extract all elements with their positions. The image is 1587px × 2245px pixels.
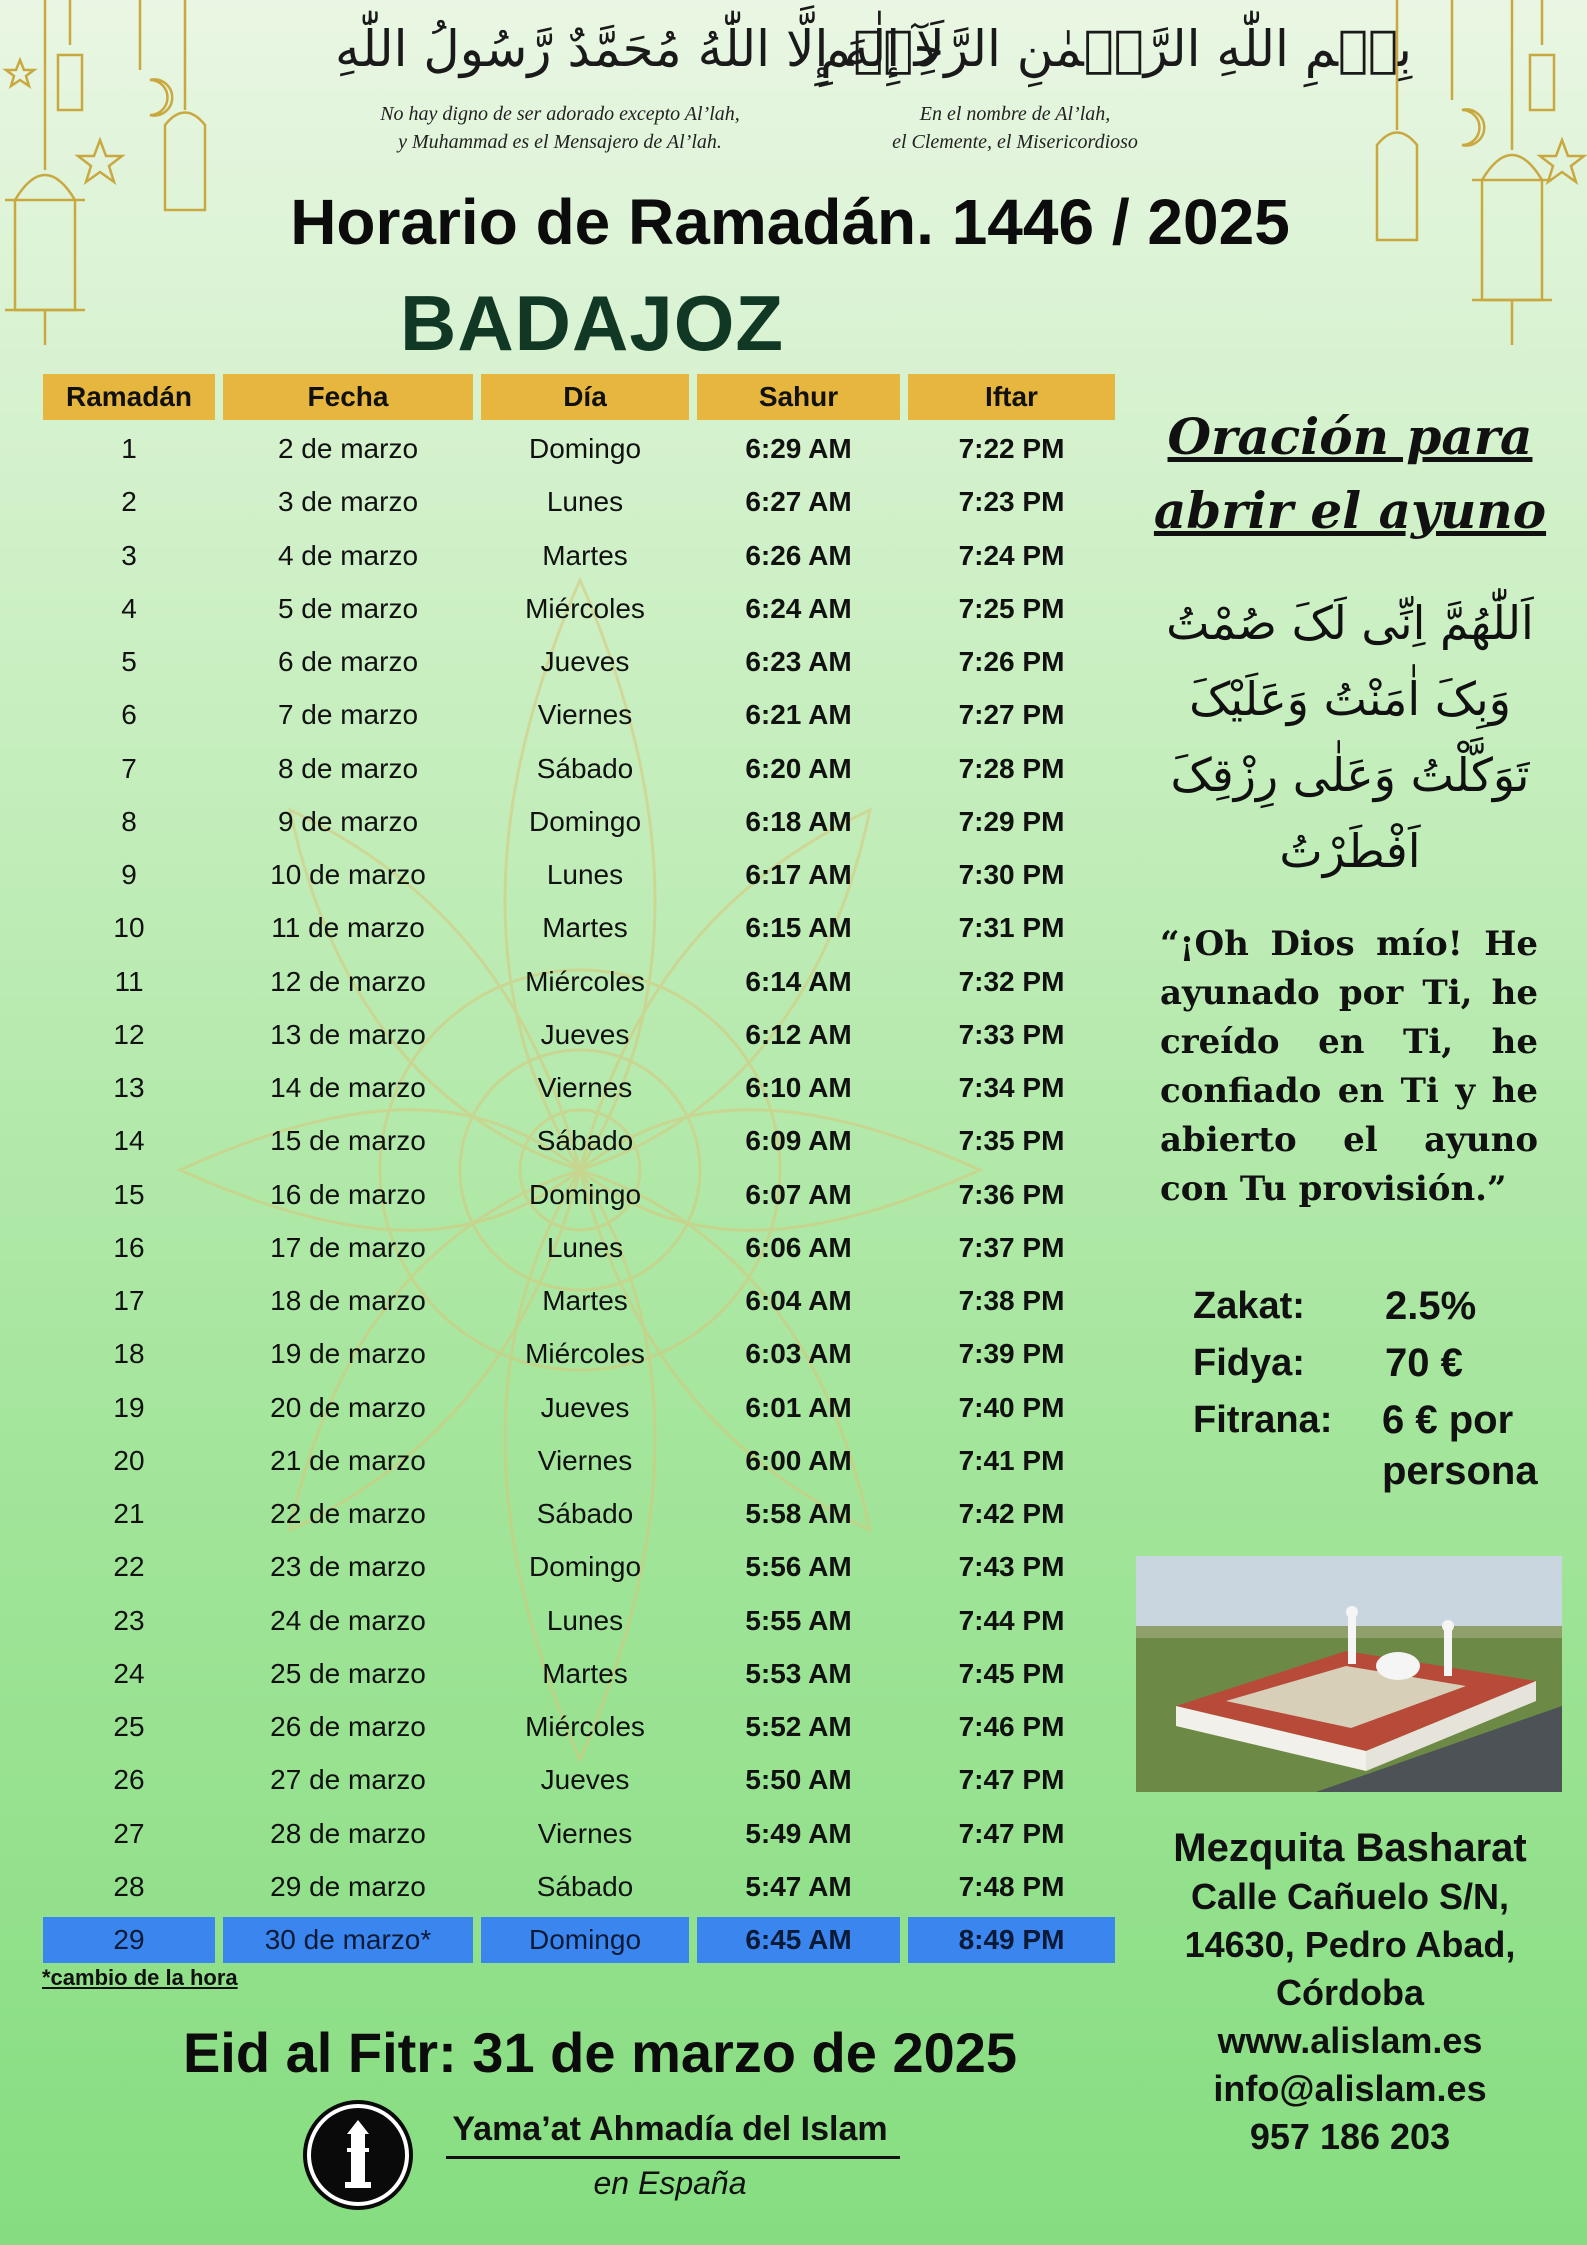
weekday-cell: Jueves	[540, 1018, 630, 1050]
address-line1: Calle Cañuelo S/N,	[1190, 1876, 1510, 1917]
organization-subtitle: en España	[593, 2165, 747, 2201]
zakat-label: Zakat:	[1193, 1285, 1305, 1327]
day-number-cell: 6	[121, 699, 137, 731]
date-cell: 23 de marzo	[270, 1551, 426, 1583]
sahur-time-cell: 6:06 AM	[745, 1231, 852, 1263]
weekday-cell: Miércoles	[525, 1338, 645, 1370]
weekday-cell: Viernes	[537, 1072, 633, 1103]
sahur-time-cell: 6:07 AM	[745, 1178, 852, 1210]
fidya-label: Fidya:	[1193, 1342, 1305, 1384]
ahmadiyya-logo	[303, 2100, 413, 2210]
date-cell: 17 de marzo	[270, 1231, 426, 1263]
bismillah-translation-line1: En el nombre de Al’lah,	[919, 103, 1111, 125]
phone-number: 957 186 203	[1249, 2116, 1451, 2157]
weekday-cell: Domingo	[528, 805, 642, 837]
day-number-cell: 22	[113, 1551, 145, 1583]
sahur-time-cell: 5:53 AM	[745, 1657, 852, 1689]
sahur-time-cell: 6:45 AM	[697, 1917, 900, 1963]
weekday-cell: Domingo	[528, 1178, 642, 1210]
weekday-cell: Sábado	[536, 1498, 634, 1529]
day-number-cell: 13	[113, 1072, 145, 1103]
day-number-cell: 2	[121, 486, 137, 518]
lantern-decoration-left	[0, 0, 240, 350]
day-number-cell: 15	[113, 1178, 145, 1210]
fitrana-value-line2: persona	[1382, 1449, 1538, 1493]
zakat-value: 2.5%	[1385, 1284, 1477, 1328]
date-cell: 24 de marzo	[270, 1604, 426, 1636]
day-number-cell: 25	[113, 1711, 145, 1742]
day-number-cell: 19	[113, 1391, 145, 1423]
weekday-cell: Martes	[542, 539, 628, 571]
weekday-cell: Lunes	[546, 859, 624, 890]
iftar-time-cell: 7:27 PM	[958, 699, 1065, 731]
mosque-name: Mezquita Basharat	[1173, 1826, 1527, 1870]
iftar-time-cell: 7:25 PM	[958, 592, 1065, 624]
iftar-time-cell: 7:44 PM	[958, 1604, 1065, 1636]
sahur-time-cell: 6:18 AM	[745, 805, 852, 837]
date-cell: 2 de marzo	[277, 433, 419, 464]
address-line2: 14630, Pedro Abad,	[1184, 1924, 1516, 1965]
shahada-translation-line1: No hay digno de ser adorado excepto Al’lah,	[380, 103, 740, 125]
iftar-dua-translation: “¡Oh Dios mío! He ayunado por Ti, he creído en Ti, he confiado en Ti y he abierto el ayuno con Tu provisión.”	[1160, 924, 1538, 1209]
iftar-time-cell: 7:37 PM	[958, 1231, 1065, 1263]
iftar-time-cell: 7:46 PM	[958, 1711, 1065, 1742]
date-cell: 5 de marzo	[277, 592, 419, 624]
sahur-time-cell: 6:14 AM	[745, 965, 852, 997]
iftar-time-cell: 7:29 PM	[958, 805, 1065, 837]
weekday-cell: Domingo	[481, 1917, 689, 1963]
weekday-cell: Martes	[542, 912, 628, 944]
prayer-title-line1: Oración para	[1167, 407, 1533, 466]
iftar-time-cell: 7:43 PM	[958, 1551, 1065, 1583]
date-cell: 30 de marzo*	[223, 1917, 473, 1963]
weekday-cell: Miércoles	[525, 965, 645, 997]
date-cell: 11 de marzo	[271, 912, 425, 944]
sahur-time-cell: 6:00 AM	[745, 1444, 852, 1476]
iftar-time-cell: 7:39 PM	[958, 1338, 1065, 1370]
bismillah-translation-line2: el Clemente, el Misericordioso	[892, 131, 1138, 153]
weekday-cell: Martes	[542, 1657, 628, 1689]
minaret-icon	[307, 2104, 409, 2206]
column-header: Fecha	[223, 374, 473, 420]
address-line3: Córdoba	[1276, 1972, 1424, 2013]
date-cell: 13 de marzo	[270, 1018, 426, 1050]
fitrana-label: Fitrana:	[1193, 1399, 1333, 1441]
weekday-cell: Sábado	[536, 752, 634, 784]
email-link[interactable]: info@alislam.es	[1213, 2068, 1487, 2109]
day-number-cell: 24	[113, 1657, 145, 1689]
date-cell: 9 de marzo	[277, 805, 419, 837]
day-number-cell: 20	[113, 1444, 145, 1476]
day-number-cell: 23	[113, 1604, 145, 1636]
date-cell: 19 de marzo	[270, 1338, 426, 1370]
iftar-time-cell: 8:49 PM	[908, 1917, 1115, 1963]
dua-line: تَوَکَّلْتُ وَعَلٰی رِزْقِکَ	[1170, 748, 1530, 802]
column-header: Sahur	[697, 374, 900, 420]
day-number-cell: 12	[113, 1018, 145, 1050]
weekday-cell: Miércoles	[525, 1711, 645, 1742]
weekday-cell: Viernes	[537, 1817, 633, 1849]
iftar-time-cell: 7:31 PM	[958, 912, 1065, 944]
weekday-cell: Sábado	[536, 1870, 634, 1902]
sahur-time-cell: 6:21 AM	[745, 699, 852, 731]
date-cell: 7 de marzo	[277, 699, 419, 731]
website-link[interactable]: www.alislam.es	[1217, 2020, 1483, 2061]
date-cell: 10 de marzo	[270, 859, 426, 890]
sahur-time-cell: 6:09 AM	[745, 1125, 852, 1157]
iftar-time-cell: 7:48 PM	[958, 1870, 1065, 1902]
shahada-translation-line2: y Muhammad es el Mensajero de Al’lah.	[398, 131, 722, 153]
sahur-time-cell: 6:01 AM	[745, 1391, 852, 1423]
column-header: Iftar	[908, 374, 1115, 420]
day-number-cell: 18	[113, 1338, 145, 1370]
sahur-time-cell: 5:47 AM	[745, 1870, 852, 1902]
day-number-cell: 7	[121, 752, 137, 784]
sahur-time-cell: 5:49 AM	[745, 1817, 852, 1849]
iftar-time-cell: 7:32 PM	[958, 965, 1065, 997]
day-number-cell: 10	[113, 912, 145, 944]
weekday-cell: Sábado	[536, 1125, 634, 1157]
city-name: BADAJOZ	[400, 279, 785, 367]
date-cell: 6 de marzo	[277, 646, 419, 677]
weekday-cell: Miércoles	[525, 592, 645, 624]
weekday-cell: Viernes	[537, 699, 633, 731]
iftar-time-cell: 7:35 PM	[958, 1125, 1065, 1157]
bismillah-arabic: بِسۡمِ اللّٰهِ الرَّحۡمٰنِ الرَّحِيۡمِ	[820, 20, 1412, 78]
date-cell: 8 de marzo	[277, 752, 419, 784]
date-cell: 21 de marzo	[270, 1444, 426, 1476]
sahur-time-cell: 5:55 AM	[745, 1604, 852, 1636]
organization-divider	[446, 2156, 900, 2159]
date-cell: 15 de marzo	[270, 1125, 426, 1157]
sahur-time-cell: 6:17 AM	[745, 859, 852, 890]
iftar-time-cell: 7:47 PM	[958, 1817, 1065, 1849]
dua-line: اَفْطَرْتُ	[1279, 824, 1421, 878]
iftar-time-cell: 7:28 PM	[958, 752, 1065, 784]
date-cell: 28 de marzo	[270, 1817, 426, 1849]
mosque-photo	[1136, 1556, 1562, 1792]
iftar-time-cell: 7:47 PM	[958, 1764, 1065, 1796]
weekday-cell: Lunes	[546, 1604, 624, 1636]
day-number-cell: 14	[113, 1125, 145, 1157]
eid-date: Eid al Fitr: 31 de marzo de 2025	[182, 2021, 1018, 2084]
weekday-cell: Lunes	[546, 1231, 624, 1263]
iftar-dua-arabic	[1140, 585, 1560, 889]
iftar-time-cell: 7:26 PM	[958, 646, 1065, 677]
iftar-time-cell: 7:38 PM	[958, 1285, 1065, 1316]
day-number-cell: 16	[113, 1231, 145, 1263]
prayer-title	[1150, 400, 1550, 548]
sahur-time-cell: 6:26 AM	[745, 539, 852, 571]
sahur-time-cell: 5:52 AM	[745, 1711, 852, 1742]
iftar-time-cell: 7:41 PM	[958, 1444, 1065, 1476]
sahur-time-cell: 6:23 AM	[745, 646, 852, 677]
iftar-time-cell: 7:45 PM	[958, 1657, 1065, 1689]
weekday-cell: Lunes	[546, 486, 624, 518]
iftar-time-cell: 7:24 PM	[958, 539, 1065, 571]
iftar-time-cell: 7:23 PM	[958, 486, 1065, 518]
date-cell: 27 de marzo	[270, 1764, 426, 1796]
iftar-time-cell: 7:36 PM	[958, 1178, 1065, 1210]
day-number-cell: 26	[113, 1764, 145, 1796]
shahada-arabic: لَآ إِلٰهَ إِلَّا اللّٰهُ مُحَمَّدٌ رَّسُولُ اللّٰهِ	[335, 20, 945, 78]
sahur-time-cell: 6:04 AM	[745, 1285, 852, 1316]
date-cell: 29 de marzo	[270, 1870, 426, 1902]
date-cell: 20 de marzo	[270, 1391, 426, 1423]
date-cell: 12 de marzo	[270, 965, 426, 997]
iftar-time-cell: 7:22 PM	[958, 433, 1065, 464]
fitrana-value: 6 € por	[1382, 1398, 1514, 1442]
sahur-time-cell: 6:24 AM	[745, 592, 852, 624]
date-cell: 4 de marzo	[277, 539, 419, 571]
fidya-value: 70 €	[1385, 1341, 1463, 1385]
sahur-time-cell: 5:50 AM	[745, 1764, 852, 1796]
day-number-cell: 17	[113, 1285, 145, 1316]
day-number-cell: 1	[121, 433, 137, 464]
sahur-time-cell: 5:58 AM	[745, 1498, 852, 1529]
iftar-time-cell: 7:34 PM	[958, 1072, 1065, 1103]
day-number-cell: 28	[113, 1870, 145, 1902]
weekday-cell: Viernes	[537, 1444, 633, 1476]
column-header: Día	[481, 374, 689, 420]
weekday-cell: Jueves	[540, 646, 630, 677]
iftar-time-cell: 7:40 PM	[958, 1391, 1065, 1423]
date-cell: 22 de marzo	[270, 1498, 426, 1529]
date-cell: 26 de marzo	[270, 1711, 426, 1742]
iftar-time-cell: 7:30 PM	[958, 859, 1065, 890]
day-number-cell: 8	[121, 805, 137, 837]
weekday-cell: Jueves	[540, 1391, 630, 1423]
sahur-time-cell: 6:20 AM	[745, 752, 852, 784]
dua-line: اَللّٰهُمَّ اِنِّی لَکَ صُمْتُ	[1166, 596, 1534, 650]
iftar-time-cell: 7:33 PM	[958, 1018, 1065, 1050]
date-cell: 18 de marzo	[270, 1285, 426, 1316]
sahur-time-cell: 6:10 AM	[745, 1072, 852, 1103]
date-cell: 16 de marzo	[270, 1178, 426, 1210]
sahur-time-cell: 6:15 AM	[745, 912, 852, 944]
date-cell: 3 de marzo	[277, 486, 419, 518]
date-cell: 25 de marzo	[270, 1657, 426, 1689]
page-title: Horario de Ramadán. 1446 / 2025	[290, 186, 1290, 258]
day-number-cell: 4	[121, 592, 137, 624]
time-change-footnote: *cambio de la hora	[42, 1965, 238, 1990]
weekday-cell: Domingo	[528, 433, 642, 464]
sahur-time-cell: 6:29 AM	[745, 433, 852, 464]
date-cell: 14 de marzo	[270, 1072, 426, 1103]
weekday-cell: Domingo	[528, 1551, 642, 1583]
sahur-time-cell: 6:27 AM	[745, 486, 852, 518]
sahur-time-cell: 6:12 AM	[745, 1018, 852, 1050]
sahur-time-cell: 5:56 AM	[745, 1551, 852, 1583]
day-number-cell: 9	[121, 859, 137, 890]
weekday-cell: Jueves	[540, 1764, 630, 1796]
organization-name: Yama’at Ahmadía del Islam	[452, 2110, 888, 2148]
day-number-cell: 29	[43, 1917, 215, 1963]
day-number-cell: 3	[121, 539, 137, 571]
dua-line: وَبِکَ اٰمَنْتُ وَعَلَیْکَ	[1189, 672, 1511, 726]
day-number-cell: 11	[114, 965, 144, 997]
iftar-time-cell: 7:42 PM	[958, 1498, 1065, 1529]
day-number-cell: 5	[121, 646, 137, 677]
day-number-cell: 21	[113, 1498, 145, 1529]
prayer-title-line2: abrir el ayuno	[1153, 481, 1547, 540]
weekday-cell: Martes	[542, 1285, 628, 1316]
day-number-cell: 27	[113, 1817, 145, 1849]
column-header: Ramadán	[43, 374, 215, 420]
sahur-time-cell: 6:03 AM	[745, 1338, 852, 1370]
